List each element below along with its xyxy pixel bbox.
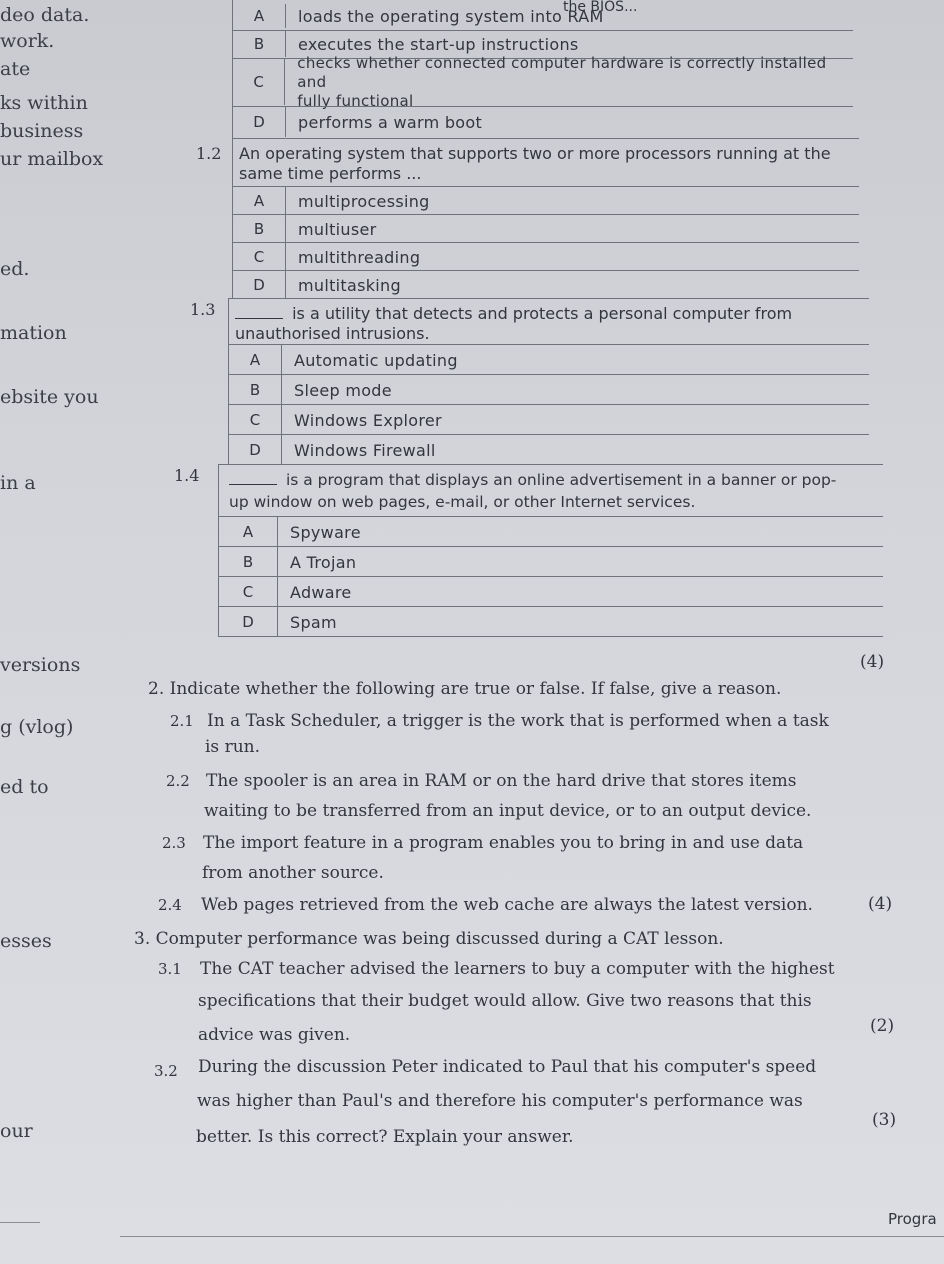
item-number: 2.1	[170, 712, 194, 730]
answer-blank	[229, 484, 277, 485]
option-letter: A	[233, 4, 286, 28]
margin-fragment: mation	[0, 322, 67, 344]
option-row	[233, 4, 853, 28]
item-number: 2.2	[166, 772, 190, 790]
marks-allocation: (4)	[868, 894, 893, 914]
margin-fragment: g (vlog)	[0, 716, 74, 738]
stem-text: is a program that displays an online advertisement in a banner or pop-	[285, 471, 837, 489]
marks-allocation: (2)	[870, 1016, 895, 1036]
bios-fragment: the BIOS...	[563, 0, 638, 15]
question-stem	[229, 298, 869, 345]
option-text: Spyware	[290, 522, 361, 542]
margin-fragment: ate	[0, 58, 31, 80]
option-text: loads the operating system into RAM	[298, 6, 604, 26]
marks-allocation: (3)	[872, 1110, 897, 1130]
item-number: 3.2	[154, 1062, 178, 1080]
option-row	[233, 106, 853, 137]
item-line: During the discussion Peter indicated to Paul that his computer's speed	[198, 1057, 817, 1077]
marks-allocation: (4)	[860, 652, 885, 672]
item-line: from another source.	[202, 863, 384, 883]
q1-1-table	[232, 0, 853, 140]
item-line: The CAT teacher advised the learners to buy a computer with the highest	[200, 959, 835, 979]
stem-line: An operating system that supports two or more processors running at the	[239, 144, 831, 163]
item-line: was higher than Paul's and therefore his computer's performance was	[197, 1091, 803, 1111]
item-line: advice was given.	[198, 1025, 351, 1045]
item-line: In a Task Scheduler, a trigger is the work that is performed when a task	[207, 711, 829, 731]
margin-fragment: business	[0, 120, 84, 142]
option-letter: B	[233, 31, 286, 57]
q1-2-table	[232, 138, 859, 298]
footer-rule	[120, 1236, 944, 1237]
margin-fragment: ed.	[0, 258, 30, 280]
stem-line: up window on web pages, e-mail, or other Internet services.	[229, 493, 696, 511]
question-number: 1.3	[190, 300, 216, 319]
option-row	[233, 270, 859, 299]
option-letter: D	[233, 271, 286, 299]
option-text: Windows Firewall	[294, 440, 436, 460]
option-text: Windows Explorer	[294, 410, 442, 430]
stem-line: same time performs ...	[239, 164, 422, 183]
option-text: executes the start-up instructions	[298, 34, 579, 54]
footer-fragment: Progra	[888, 1210, 937, 1228]
option-letter: B	[229, 375, 282, 405]
option-row	[219, 516, 883, 547]
margin-fragment: versions	[0, 654, 81, 676]
option-letter: A	[233, 187, 286, 215]
option-letter: C	[233, 243, 286, 271]
option-row	[229, 374, 869, 405]
margin-fragment: work.	[0, 30, 55, 52]
answer-blank	[235, 318, 283, 319]
q1-3-table	[228, 298, 869, 464]
question-heading: 3. Computer performance was being discussed during a CAT lesson.	[134, 929, 724, 949]
q1-4-table	[218, 464, 883, 637]
margin-fragment: ks within	[0, 92, 88, 114]
margin-fragment: ed to	[0, 776, 49, 798]
margin-fragment: esses	[0, 930, 52, 952]
item-line: better. Is this correct? Explain your answer.	[196, 1127, 574, 1147]
option-letter: D	[219, 607, 278, 637]
item-number: 2.4	[158, 896, 182, 914]
option-row	[219, 606, 883, 637]
item-line: Web pages retrieved from the web cache are always the latest version.	[201, 895, 813, 915]
item-line: is run.	[205, 737, 260, 757]
option-letter: A	[219, 517, 278, 547]
item-number: 3.1	[158, 960, 182, 978]
option-row	[233, 242, 859, 271]
item-line: The spooler is an area in RAM or on the hard drive that stores items	[206, 771, 797, 791]
option-letter: D	[233, 107, 286, 137]
option-text: performs a warm boot	[298, 112, 483, 132]
stem-line	[235, 303, 792, 325]
option-letter: B	[233, 215, 286, 243]
margin-fragment: ur mailbox	[0, 148, 104, 170]
option-row	[219, 546, 883, 577]
option-text: Automatic updating	[294, 350, 458, 370]
option-letter: D	[229, 435, 282, 465]
stem-text: is a utility that detects and protects a personal computer from	[292, 304, 793, 323]
option-text	[285, 54, 853, 111]
option-letter: C	[233, 59, 285, 105]
option-text: Spam	[290, 612, 337, 632]
option-text: Adware	[290, 582, 352, 602]
option-text: multiuser	[298, 219, 377, 239]
option-letter: B	[219, 547, 278, 577]
option-text-line: checks whether connected computer hardware is correctly installed and	[297, 53, 827, 91]
stem-line	[229, 469, 836, 491]
option-row	[233, 214, 859, 243]
question-number: 1.2	[196, 144, 222, 163]
option-letter: A	[229, 345, 282, 375]
option-row	[229, 344, 869, 375]
option-row	[229, 404, 869, 435]
margin-fragment: ebsite you	[0, 386, 99, 408]
margin-fragment: deo data.	[0, 4, 90, 26]
option-text: multiprocessing	[298, 191, 430, 211]
footer-rule	[0, 1222, 40, 1223]
margin-fragment: our	[0, 1120, 33, 1142]
option-row	[233, 186, 859, 215]
option-row	[219, 576, 883, 607]
option-text: multitasking	[298, 275, 401, 295]
option-row	[233, 53, 853, 110]
option-letter: C	[229, 405, 282, 435]
option-row	[229, 434, 869, 465]
question-number: 1.4	[174, 466, 200, 485]
item-line: waiting to be transferred from an input device, or to an output device.	[204, 801, 812, 821]
option-text: multithreading	[298, 247, 421, 267]
stem-line: unauthorised intrusions.	[235, 324, 430, 343]
option-text: Sleep mode	[294, 380, 392, 400]
question-stem	[219, 464, 883, 517]
item-number: 2.3	[162, 834, 186, 852]
question-stem	[233, 138, 859, 187]
option-text: A Trojan	[290, 552, 357, 572]
option-text-line: fully functional	[297, 91, 414, 110]
item-line: The import feature in a program enables you to bring in and use data	[203, 833, 804, 853]
option-letter: C	[219, 577, 278, 607]
margin-fragment: in a	[0, 472, 36, 494]
item-line: specifications that their budget would allow. Give two reasons that this	[198, 991, 812, 1011]
left-margin-fragments	[0, 0, 130, 1264]
question-heading: 2. Indicate whether the following are true or false. If false, give a reason.	[148, 679, 782, 699]
